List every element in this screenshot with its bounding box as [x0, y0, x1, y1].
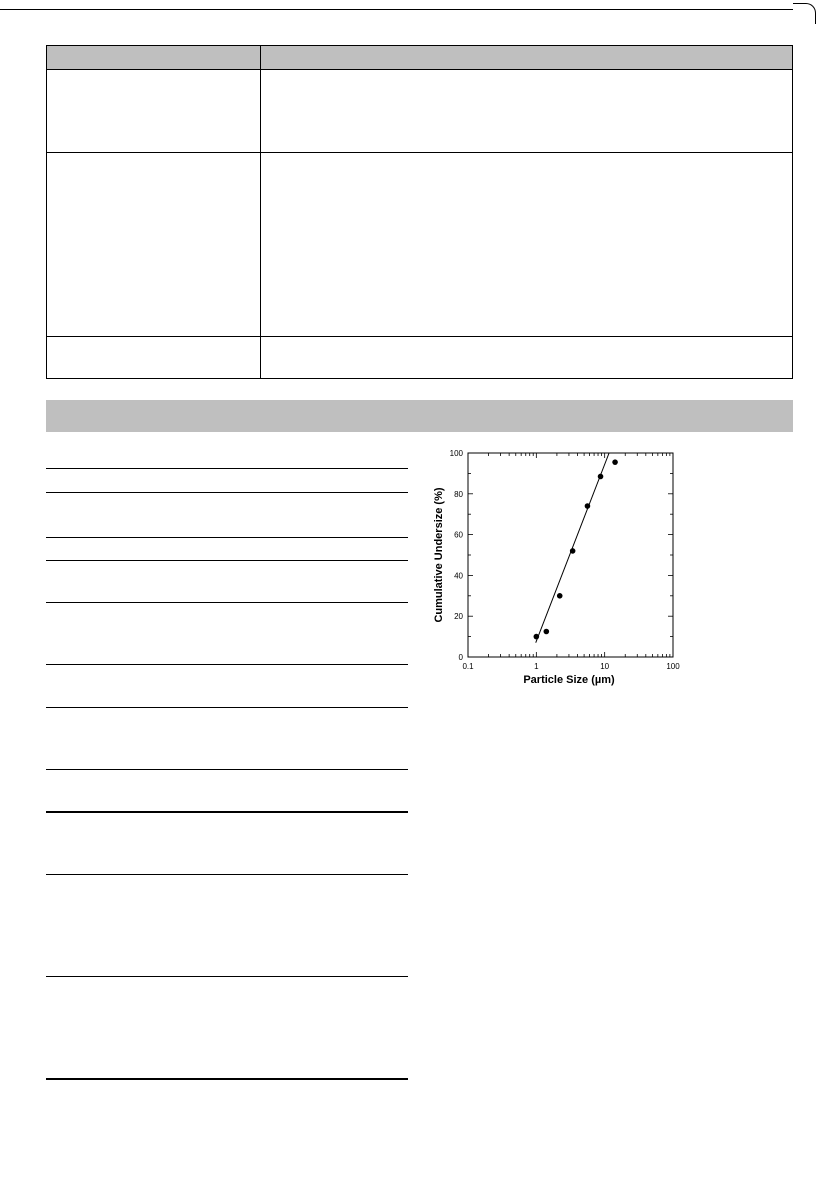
y-tick-label: 60 [454, 530, 463, 540]
list-row-divider [46, 874, 408, 875]
list-row-divider [46, 811, 408, 813]
list-row-divider [46, 468, 408, 469]
spec-table-column-divider [260, 46, 261, 378]
x-axis-label: Particle Size (µm) [523, 674, 615, 686]
list-row-divider [46, 560, 408, 561]
y-tick-label: 80 [454, 489, 463, 499]
list-row-divider [46, 537, 408, 538]
list-row-divider [46, 664, 408, 665]
page-corner-curve [793, 3, 816, 24]
plot-border [468, 453, 673, 657]
plot-frame [468, 453, 673, 657]
spec-table-header [47, 46, 792, 70]
data-point [534, 634, 540, 640]
page-top-rule [0, 9, 793, 10]
list-row-divider [46, 492, 408, 493]
x-tick-label: 0.1 [462, 662, 474, 671]
y-tick-label: 0 [458, 653, 463, 662]
y-tick-label: 100 [449, 449, 463, 458]
y-axis-label: Cumulative Undersize (%) [433, 487, 445, 623]
data-point [585, 503, 591, 509]
y-axis [450, 449, 673, 662]
list-row-divider [46, 707, 408, 708]
list-row-divider [46, 976, 408, 977]
data-point [544, 629, 550, 635]
y-tick-label: 40 [454, 571, 463, 581]
data-point [598, 474, 604, 480]
particle-size-chart [428, 440, 688, 690]
spec-table-row-divider [47, 336, 792, 337]
x-tick-label: 10 [600, 662, 610, 671]
spec-table-row-divider [47, 152, 792, 153]
x-tick-label: 100 [666, 662, 680, 671]
y-tick-label: 20 [454, 612, 463, 622]
x-tick-label: 1 [534, 662, 539, 671]
list-row-divider [46, 602, 408, 603]
list-row-divider [46, 769, 408, 770]
data-point [557, 593, 563, 599]
regression-line [536, 453, 609, 643]
list-bottom-rule [46, 1078, 408, 1080]
data-point [612, 459, 618, 465]
fit-line [536, 453, 609, 643]
x-axis [462, 453, 680, 671]
data-points [534, 459, 618, 639]
data-point [570, 548, 576, 554]
spec-table [46, 45, 793, 379]
section-header-bar [46, 400, 793, 432]
